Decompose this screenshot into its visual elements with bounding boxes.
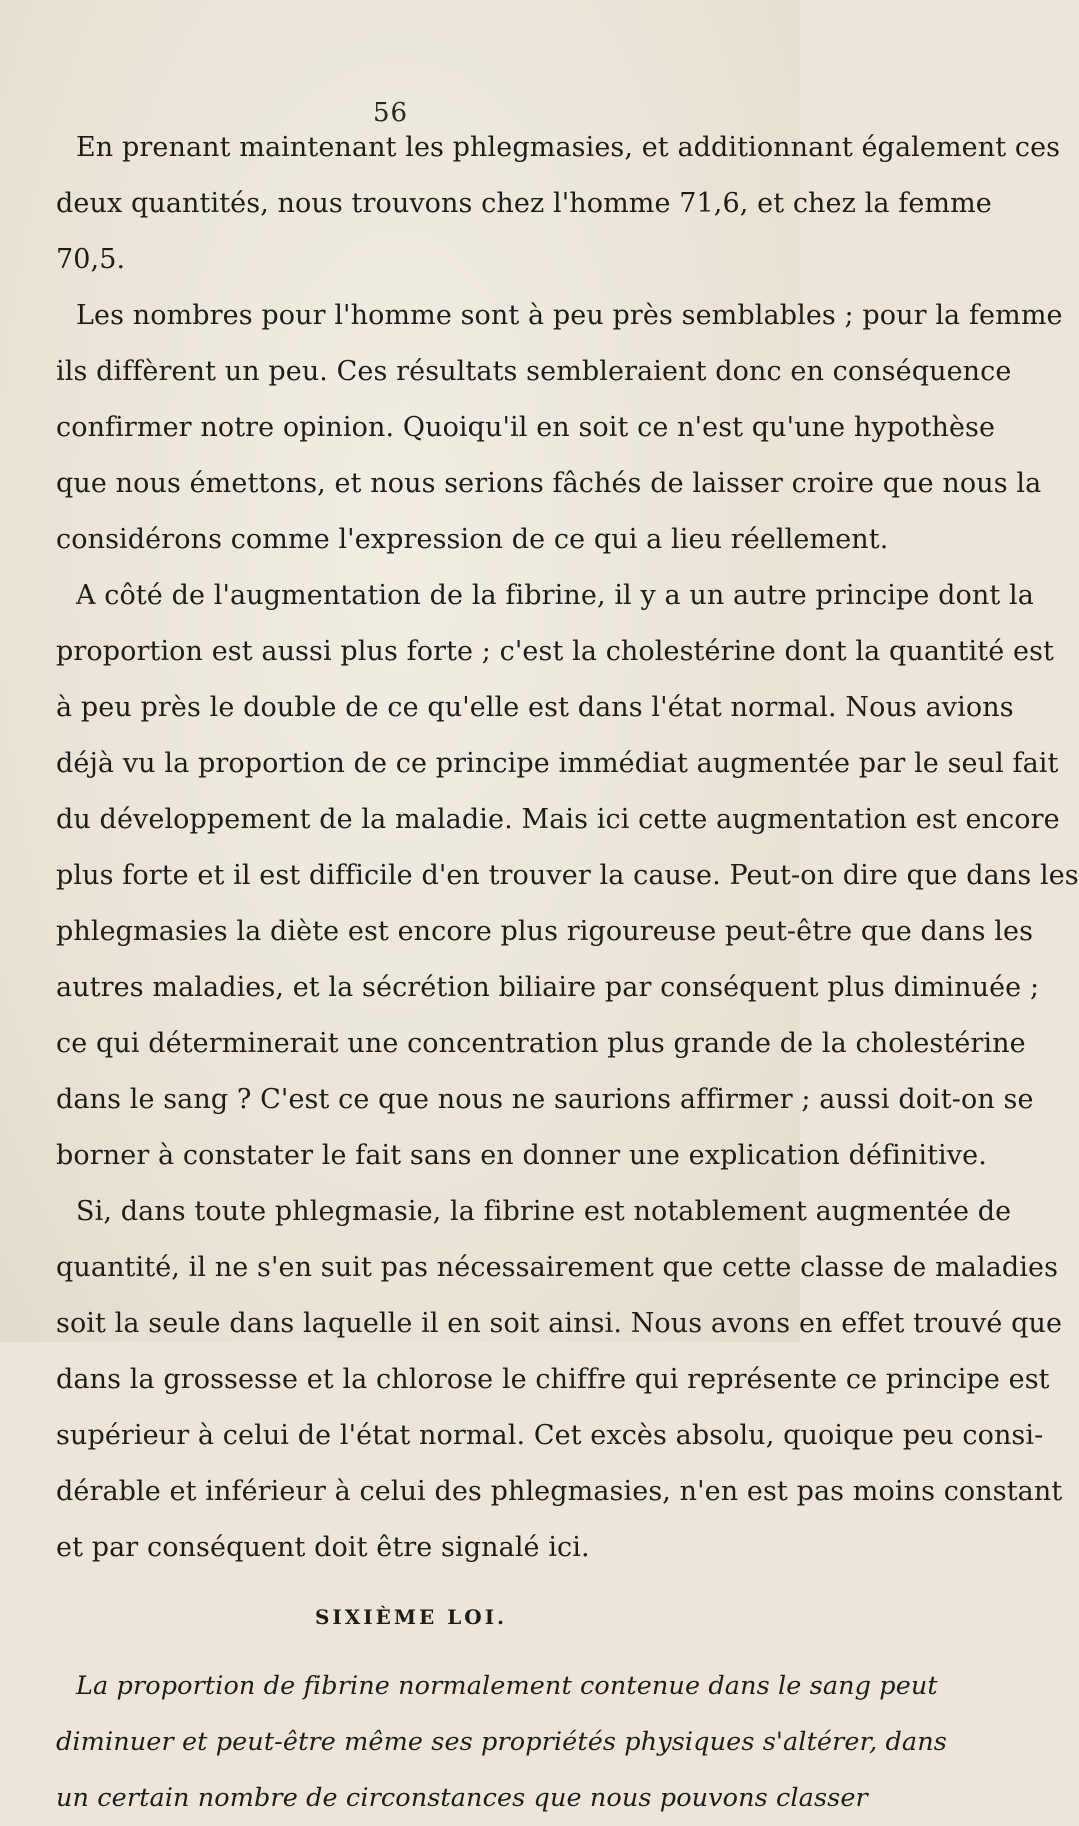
page-body [56, 120, 1079, 1826]
text-line: à peu près le double de ce qu'elle est dans l'état normal. Nous avions [56, 692, 1014, 723]
page-number: 56 [373, 98, 409, 128]
text-line: phlegmasies la diète est encore plus rigoureuse peut-être que dans les [56, 916, 1034, 947]
text-line: soit la seule dans laquelle il en soit ainsi. Nous avons en effet trouvé que [56, 1308, 1063, 1339]
italic-text-line: diminuer et peut-être même ses propriétés physiques s'altérer, dans [56, 1727, 947, 1757]
text-line: A côté de l'augmentation de la fibrine, il y a un autre principe dont la [76, 580, 1034, 611]
text-line: déjà vu la proportion de ce principe immédiat augmentée par le seul fait [56, 748, 1059, 779]
section-title: SIXIÈME LOI. [314, 1605, 508, 1629]
text-line: En prenant maintenant les phlegmasies, et additionnant également ces [76, 132, 1061, 163]
text-line: plus forte et il est difficile d'en trouver la cause. Peut-on dire que dans les [56, 860, 1079, 891]
text-line: ce qui déterminerait une concentration plus grande de la cholestérine [56, 1028, 1026, 1059]
text-line: et par conséquent doit être signalé ici. [56, 1532, 590, 1563]
text-line: dérable et inférieur à celui des phlegmasies, n'en est pas moins constant [56, 1476, 1063, 1507]
text-line: ils diffèrent un peu. Ces résultats sembleraient donc en conséquence [56, 356, 1012, 387]
text-line: 70,5. [56, 244, 126, 275]
text-line: confirmer notre opinion. Quoiqu'il en soit ce n'est qu'une hypothèse [56, 412, 996, 443]
text-line: Les nombres pour l'homme sont à peu près semblables ; pour la femme [76, 300, 1063, 331]
text-line: quantité, il ne s'en suit pas nécessairement que cette classe de maladies [56, 1252, 1059, 1283]
text-line: borner à constater le fait sans en donner une explication définitive. [56, 1140, 987, 1171]
italic-text-line: La proportion de fibrine normalement contenue dans le sang peut [76, 1671, 938, 1701]
text-line: du développement de la maladie. Mais ici cette augmentation est encore [56, 804, 1060, 835]
text-line: que nous émettons, et nous serions fâchés de laisser croire que nous la [56, 468, 1042, 499]
italic-text-line: un certain nombre de circonstances que nous pouvons classer [56, 1783, 868, 1813]
text-line: proportion est aussi plus forte ; c'est la cholestérine dont la quantité est [56, 636, 1054, 667]
text-line: considérons comme l'expression de ce qui a lieu réellement. [56, 524, 889, 555]
text-line: dans la grossesse et la chlorose le chiffre qui représente ce principe est [56, 1364, 1050, 1395]
text-line: deux quantités, nous trouvons chez l'homme 71,6, et chez la femme [56, 188, 992, 219]
text-line: Si, dans toute phlegmasie, la fibrine est notablement augmentée de [76, 1196, 1012, 1227]
text-line: dans le sang ? C'est ce que nous ne saurions affirmer ; aussi doit-on se [56, 1084, 1034, 1115]
text-line: autres maladies, et la sécrétion biliaire par conséquent plus diminuée ; [56, 972, 1040, 1003]
text-line: supérieur à celui de l'état normal. Cet excès absolu, quoique peu consi- [56, 1420, 1044, 1451]
